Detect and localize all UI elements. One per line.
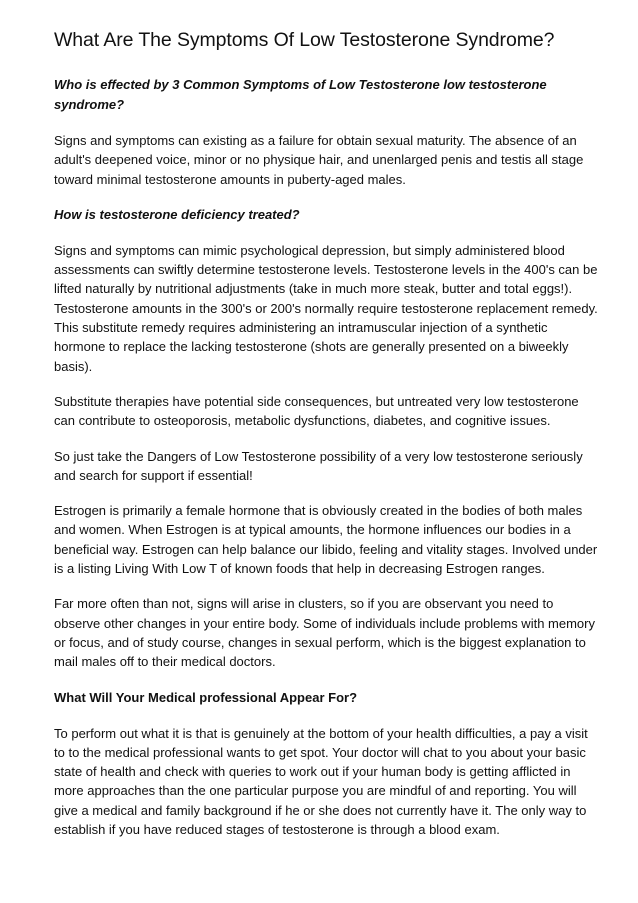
section-heading-medical-professional: What Will Your Medical professional Appear For? bbox=[54, 689, 358, 705]
paragraph-dangers: So just take the Dangers of Low Testosterone possibility of a very low testosterone seriously and search for support if essential! bbox=[54, 448, 583, 483]
section-heading-treatment: How is testosterone deficiency treated? bbox=[54, 206, 300, 222]
section-heading-who-is-affected: Who is effected by 3 Common Symptoms of Low Testosterone low testosterone syndrome? bbox=[54, 77, 547, 112]
paragraph-side-consequences: Substitute therapies have potential side consequences, but untreated very low testosterone can contribute to osteoporosis, metabolic dysfunctions, diabetes, and cognitive issues. bbox=[54, 393, 579, 429]
paragraph-doctor-visit: To perform out what it is that is genuinely at the bottom of your health difficulties, a pay a visit to to the medical professional wants to get spot. Your doctor will chat to you about your basic state of health and check with queries to work out if your human body is getting afflicted in more approaches than the one particular purpose you are mindful of and reporting. You will give a medical and family background if he or she does not currently have it. The only way to establish if you have reduced stages of testosterone is through a blood exam. bbox=[54, 725, 588, 838]
paragraph-estrogen: Estrogen is primarily a female hormone that is obviously created in the bodies of both males and women. When Estrogen is at typical amounts, the hormone influences our bodies in a beneficial way. Estrogen can help balance our libido, feeling and vitality stages. Involved under is a listing Living With Low T of known foods that help in decreasing Estrogen ranges. bbox=[54, 503, 598, 577]
paragraph-signs-maturity: Signs and symptoms can existing as a failure for obtain sexual maturity. The absence of an adult's deepened voice, minor or no physique hair, and unenlarged penis and testis all stage toward minimal testosterone amounts in puberty-aged males. bbox=[54, 133, 584, 187]
paragraph-depression-assessments: Signs and symptoms can mimic psychological depression, but simply administered blood assessments can swiftly determine testosterone levels. Testosterone levels in the 400's can be lifted naturally by nutritional adjustments (take in much more steak, butter and total eggs!). Testosterone amounts in the 300's or 200's normally require testosterone replacement remedy. This substitute remedy requires administering an intramuscular injection of a synthetic hormone to replace the lacking testosterone (shots are generally presented on a biweekly basis). bbox=[54, 242, 598, 374]
document-page bbox=[54, 28, 599, 855]
paragraph-clusters: Far more often than not, signs will arise in clusters, so if you are observant you need to observe other changes in your entire body. Some of individuals include problems with memory or focus, and of study course, changes in sexual perform, which is the biggest explanation to mail males off to their medical doctors. bbox=[54, 596, 595, 670]
page-title: What Are The Symptoms Of Low Testosterone Syndrome? bbox=[54, 29, 555, 51]
